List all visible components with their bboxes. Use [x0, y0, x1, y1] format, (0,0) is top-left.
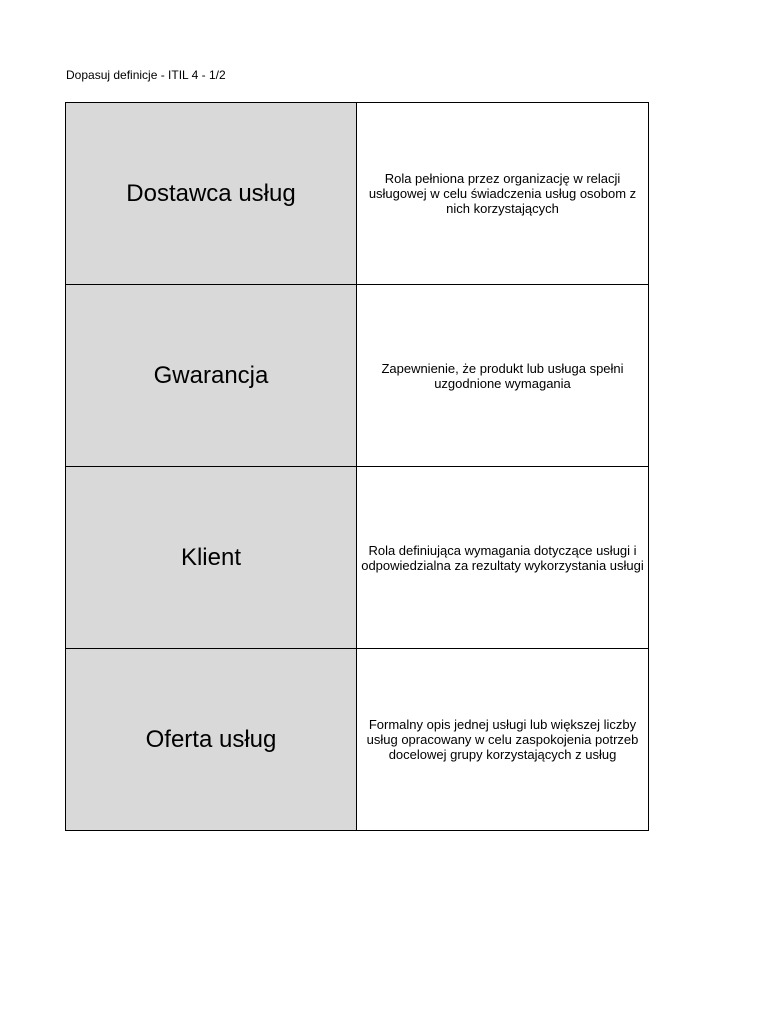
definition-text: Zapewnienie, że produkt lub usługa spełni uzgodnione wymagania: [381, 360, 624, 391]
table-row: [66, 285, 649, 467]
table-row: [66, 103, 649, 285]
term-cell: Oferta usług: [66, 649, 357, 831]
definition-text: Formalny opis jednej usługi lub większej liczby usług opracowany w celu zaspokojenia potrzeb docelowej grupy korzystających z usług: [366, 717, 639, 762]
table-row: [66, 467, 649, 649]
definition-cell: [357, 467, 649, 649]
definition-table: [65, 102, 649, 831]
definition-cell: [357, 103, 649, 285]
definition-cell: [357, 285, 649, 467]
term-cell: Dostawca usług: [66, 103, 357, 285]
definition-text: Rola pełniona przez organizację w relacji usługowej w celu świadczenia usług osobom z nich korzystających: [368, 171, 637, 216]
table-row: [66, 649, 649, 831]
page-title: Dopasuj definicje - ITIL 4 - 1/2: [66, 68, 226, 82]
term-cell: Klient: [66, 467, 357, 649]
term-cell: Gwarancja: [66, 285, 357, 467]
definition-cell: [357, 649, 649, 831]
definition-text: Rola definiująca wymagania dotyczące usługi i odpowiedzialna za rezultaty wykorzystania usługi: [361, 542, 644, 573]
